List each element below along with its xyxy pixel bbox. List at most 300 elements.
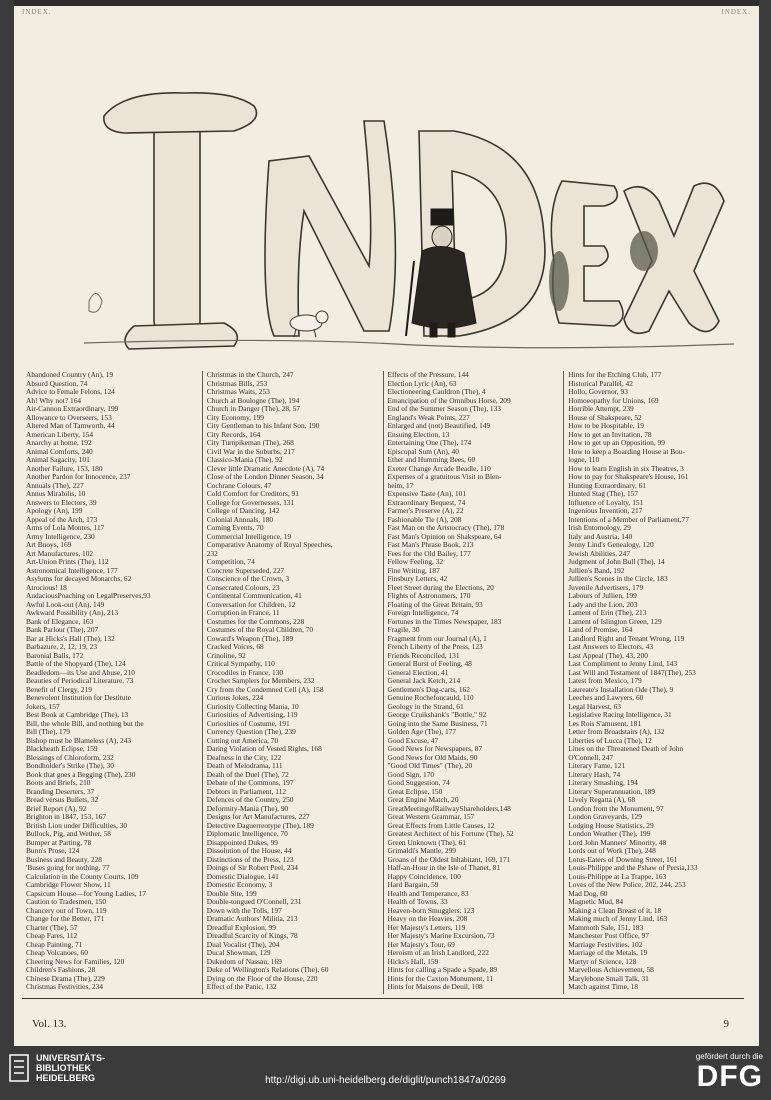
index-entry: Ducal Showman, 129 — [206, 949, 271, 957]
index-entry: Cold Comfort for Creditors, 91 — [206, 490, 299, 498]
index-entry: Awful Look-out (An), 149 — [26, 600, 105, 609]
index-entry: Hicks's Hall, 159 — [387, 957, 439, 966]
index-entry: Consecrated Colours, 23 — [206, 583, 280, 592]
index-column-4 — [563, 371, 744, 994]
index-entry: Fast Man on the Aristocracy (The), 178 — [387, 524, 505, 532]
index-entry: Appeal of the Arch, 173 — [26, 515, 98, 524]
index-entry: Altered Man of Tamworth, 44 — [26, 422, 115, 430]
index-entry: Legal Harvest, 63 — [568, 702, 621, 711]
index-entry: Greatest Architect of his Fortune (The), 52 — [387, 830, 514, 838]
index-entry: House of Shakspeare, 52 — [568, 413, 642, 422]
volume-label: Vol. 13. — [32, 1018, 67, 1030]
index-entry: Dramatic Authors' Militia, 213 — [206, 915, 298, 923]
index-entry: Art Manufactures, 102 — [26, 549, 94, 558]
index-entry: Cracked Voices, 68 — [206, 643, 264, 651]
index-entry: Intentions of a Member of Parliament,77 — [568, 515, 689, 524]
index-entry: Jullien's Band, 192 — [568, 566, 625, 575]
index-entry: Boots and Briefs, 210 — [26, 779, 91, 787]
index-entry: Great Effects from Little Causes, 12 — [387, 821, 495, 830]
index-entry: Doings of Sir Robert Peel, 234 — [206, 864, 298, 872]
index-entry: Church in Danger (The), 28, 57 — [206, 405, 301, 413]
index-entry: Capsicum House—for Young Ladies, 17 — [26, 889, 146, 898]
index-entry: Civil War in the Suburbs, 217 — [206, 447, 295, 456]
index-entry: Lodging House Statistics, 29 — [568, 821, 654, 830]
index-entry: Finsbury Letters, 42 — [387, 575, 448, 583]
index-columns — [22, 371, 744, 994]
index-entry: How to keep a Boarding House at Bou- — [568, 447, 686, 456]
index-entry: Ingenious Invention, 217 — [568, 507, 643, 515]
index-entry: Answers to Electors, 39 — [26, 498, 97, 507]
index-entry: Absurd Question, 74 — [26, 379, 88, 388]
index-entry: Conversation for Children, 12 — [206, 600, 296, 609]
index-entry: Literary Smashing, 194 — [568, 779, 638, 787]
index-entry: Influence of Loyalty, 151 — [568, 498, 644, 507]
index-entry: Fast Man's Phrase Book, 213 — [387, 541, 474, 549]
index-entry: Crinoline, 92 — [206, 651, 246, 660]
letter-e-foliage — [549, 251, 569, 311]
index-entry: Dukedom of Nassau, 169 — [206, 957, 282, 966]
index-entry: Literary Fame, 121 — [568, 762, 626, 770]
index-entry: GreatMeetingofRailwayShareholders,148 — [387, 804, 511, 813]
index-entry: Beadledom—its Use and Abuse, 210 — [26, 668, 135, 677]
index-entry: Blackheath Eclipse, 159 — [26, 745, 98, 753]
index-entry: Bar at Hicks's Hall (The), 132 — [26, 634, 115, 643]
index-entry: Dreadful Explosion, 99 — [206, 923, 276, 932]
index-entry: Death of Melodrama, 111 — [206, 762, 283, 770]
index-entry: logne, 110 — [568, 456, 600, 464]
index-entry: Fast Man's Opinion on Shakspeare, 64 — [387, 532, 502, 541]
index-entry: Expenses of a gratuitous Visit to Blen- — [387, 473, 502, 481]
index-entry: Genuine Rochefoucauld, 110 — [387, 694, 474, 702]
index-entry: Bank of Elegance, 163 — [26, 617, 94, 626]
index-entry: Horrible Attempt, 239 — [568, 405, 634, 413]
index-entry: Fashionable Tie (A), 208 — [387, 515, 462, 524]
index-entry: Apology (An), 199 — [26, 507, 83, 515]
source-url[interactable]: http://digi.ub.uni-heidelberg.de/diglit/punch1847a/0269 — [265, 1075, 506, 1086]
index-entry: Half-an-Hour in the Isle of Thanet, 81 — [387, 864, 501, 872]
running-header — [22, 8, 751, 16]
index-entry: Down with the Tolls, 197 — [206, 906, 282, 915]
index-entry: Detective Daguerreotype (The), 189 — [206, 821, 314, 830]
index-entry: Loves of the New Police, 202, 244, 253 — [568, 881, 686, 889]
index-entry: Arms of Lola Montes, 117 — [26, 524, 105, 532]
index-entry: Lament of Erin (The), 213 — [568, 609, 647, 617]
dfg-wordmark: DFG — [696, 1060, 763, 1093]
index-entry: Last Appeal (The), 43, 200 — [568, 651, 648, 660]
index-entry: Distinctions of the Press, 123 — [206, 855, 294, 864]
index-column-1 — [22, 371, 202, 994]
index-entry: Flights of Astronomers, 170 — [387, 592, 471, 600]
index-entry: Magnetic Mud, 84 — [568, 898, 624, 906]
index-entry: Labours of Jullien, 199 — [568, 592, 637, 600]
index-entry: Fleet Street during the Elections, 20 — [387, 583, 494, 592]
index-entry: Dissolution of the House, 44 — [206, 847, 292, 855]
index-entry: Bishop must be Blameless (A), 243 — [26, 736, 132, 745]
index-entry: Christmas Waits, 253 — [206, 388, 270, 396]
index-entry: Cheap Fares, 112 — [26, 932, 78, 940]
index-entry: College of Dancing, 142 — [206, 507, 280, 515]
index-entry: Deafness in the City, 122 — [206, 753, 282, 762]
index-entry: Emancipation of the Omnibus Horse, 209 — [387, 396, 511, 405]
index-entry: Coming Events, 70 — [206, 524, 264, 532]
index-entry: Continental Communication, 41 — [206, 592, 302, 600]
index-entry: American Liberty, 154 — [26, 430, 94, 439]
index-entry: Benevolent Institution for Destitute — [26, 694, 131, 702]
index-entry: Lady and the Lion, 203 — [568, 600, 638, 609]
index-entry: Groans of the Oldest Inhabitant, 169, 171 — [387, 855, 511, 864]
index-entry: Asylums for decayed Monarchs, 62 — [26, 575, 132, 583]
index-entry: Curiosities of Costume, 191 — [206, 719, 290, 728]
index-entry: Irish Entomology, 29 — [568, 524, 631, 532]
index-entry: Floating of the Great Britain, 93 — [387, 600, 483, 609]
index-entry: Effect of the Panic, 132 — [206, 983, 277, 991]
index-entry: Conscience of the Crown, 3 — [206, 575, 290, 583]
index-entry: Fortunes in the Times Newspaper, 183 — [387, 617, 502, 626]
index-entry: Fragment from our Journal (A), 1 — [387, 634, 487, 643]
index-entry: Duke of Wellington's Relations (The), 60 — [206, 966, 329, 974]
index-entry: Domestic Economy, 3 — [206, 881, 273, 889]
bottom-rule — [22, 998, 744, 999]
index-entry: Fragile, 30 — [387, 626, 420, 634]
index-entry: Christmas Festivities, 234 — [26, 983, 103, 991]
index-entry: Animal Comforts, 240 — [26, 447, 93, 456]
index-entry: Lament of Islington Green, 129 — [568, 617, 662, 626]
index-entry: Battle of the Shopyard (The), 124 — [26, 660, 126, 668]
index-entry: Double-tongued O'Connell, 231 — [206, 898, 302, 906]
index-entry: French Liberty of the Press, 123 — [387, 643, 483, 651]
index-entry: Cheap Volcanoes, 60 — [26, 949, 88, 957]
index-entry: Her Majesty's Letters, 119 — [387, 923, 466, 932]
index-entry: Close of the London Dinner Season, 34 — [206, 473, 324, 481]
index-entry: Best Book at Cambridge (The), 13 — [26, 711, 129, 719]
index-entry: Atrocious! 18 — [26, 583, 67, 592]
index-entry: Making a Clean Breast of it, 18 — [568, 906, 662, 915]
illustration-title-letters: INDEX — [409, 211, 413, 212]
index-entry: How to be Hospitable, 19 — [568, 422, 644, 430]
index-entry: Good Sign, 170 — [387, 770, 435, 779]
index-entry: Good News for Newspapers, 87 — [387, 745, 483, 753]
index-entry: George Cruikshank's "Bottle," 92 — [387, 711, 487, 719]
index-entry: Jullien's Scenes in the Circle, 183 — [568, 575, 668, 583]
index-entry: Dying on the Floor of the House, 220 — [206, 974, 318, 983]
index-entry: Marriage Festivities, 102 — [568, 940, 643, 949]
index-entry: England's Weak Points, 227 — [387, 413, 470, 422]
index-entry: Advice to Female Felons, 124 — [26, 388, 115, 396]
index-entry: Art Buoys, 169 — [26, 541, 72, 549]
index-entry: Last Compliment to Jenny Lind, 143 — [568, 660, 678, 668]
index-entry: Jewish Abilities, 247 — [568, 549, 631, 558]
index-entry: Literary Superannuation, 189 — [568, 787, 656, 796]
index-entry: 232 — [206, 549, 218, 558]
index-entry: Classico-Mania (The), 92 — [206, 456, 283, 464]
index-entry: Juvenile Advertisers, 179 — [568, 583, 644, 592]
index-entry: Farmer's Preserve (A), 22 — [387, 507, 464, 515]
index-entry: Crocodiles in France, 130 — [206, 668, 284, 677]
index-entry: Book that goes a Begging (The), 230 — [26, 770, 136, 779]
index-entry: Hints for Maisons de Deuil, 108 — [387, 983, 483, 991]
index-entry: Another Pardon for Innocence, 237 — [26, 473, 131, 481]
index-entry: General Jack Ketch, 214 — [387, 677, 461, 685]
index-entry: Hints for calling a Spade a Spade, 89 — [387, 966, 498, 974]
index-entry: Marriage of the Metals, 19 — [568, 949, 648, 957]
index-entry: Marvellous Achievement, 58 — [568, 966, 654, 974]
index-entry: Competition, 74 — [206, 558, 255, 566]
index-entry: Coward's Weapon (The), 189 — [206, 634, 294, 643]
index-entry: Brief Report (A), 92 — [26, 804, 87, 813]
index-entry: Corruption in France, 11 — [206, 609, 280, 617]
index-entry: Grimaldi's Mantle, 299 — [387, 847, 456, 855]
index-entry: College for Governesses, 131 — [206, 498, 295, 507]
index-entry: Lotus-Eaters of Downing Street, 161 — [568, 855, 678, 864]
index-entry: Disappointed Dukes, 99 — [206, 838, 278, 847]
page-footer — [32, 1018, 729, 1030]
index-entry: Historical Parallel, 42 — [568, 379, 633, 388]
index-entry: Enlarged and (not) Beautified, 149 — [387, 422, 491, 430]
index-entry: Louis-Philippe and the Pshaw of Persia,133 — [568, 864, 698, 872]
index-entry: Cambridge Flower Show, 11 — [26, 881, 111, 889]
index-entry: Gentlemen's Dog-carts, 162 — [387, 685, 470, 694]
index-entry: Cheap Painting, 71 — [26, 940, 83, 949]
index-entry: Barbazure, 2, 12, 19, 23 — [26, 643, 98, 651]
index-entry: Cochrane Colours, 47 — [206, 481, 272, 490]
header-right: INDEX. — [721, 8, 751, 16]
index-entry: How to get up an Opposition, 99 — [568, 439, 665, 447]
index-entry: Art-Union Prints (The), 112 — [26, 558, 109, 566]
index-entry: Heroism of an Irish Landlord, 222 — [387, 949, 489, 957]
letter-i-pillar — [154, 121, 200, 331]
index-entry: London Weather (The), 199 — [568, 830, 651, 838]
header-left: INDEX. — [22, 8, 52, 16]
index-entry: Lord John Manners' Minority, 48 — [568, 838, 667, 847]
index-entry: Ether and Humming Bees, 60 — [387, 456, 476, 464]
index-entry: City Records, 164 — [206, 430, 261, 439]
index-entry: Allowance to Overseers, 153 — [26, 413, 112, 422]
index-entry: Mammoth Sale, 151, 183 — [568, 923, 644, 932]
index-entry: Abandoned Country (An), 19 — [26, 371, 114, 379]
index-entry: Land of Promise, 164 — [568, 626, 633, 634]
index-entry: Christmas in the Church, 247 — [206, 371, 294, 379]
index-entry: Les Rois S'amusent, 181 — [568, 719, 642, 728]
index-entry: 'Buses going for nothing, 77 — [26, 864, 110, 872]
index-entry: Hints for the Caxton Monument, 11 — [387, 974, 494, 983]
index-entry: How to get an Invitation, 78 — [568, 430, 652, 439]
index-entry: Annus Mirabilis, 10 — [26, 490, 86, 498]
index-entry: City Gentleman to his Infant Son, 190 — [206, 422, 320, 430]
index-entry: Laureate's Installation Ode (The), 9 — [568, 685, 674, 694]
library-name-line3: HEIDELBERG — [36, 1073, 96, 1083]
index-entry: Chancery out of Town, 119 — [26, 906, 107, 915]
index-entry: Latest from Mexico, 179 — [568, 677, 642, 685]
index-entry: Fine Writing, 187 — [387, 566, 440, 575]
index-entry: Defences of the Country, 250 — [206, 796, 294, 804]
index-entry: Italy and Austria, 140 — [568, 532, 633, 541]
index-entry: O'Connell, 247 — [568, 753, 614, 762]
index-entry: Liberties of Lucca (The), 12 — [568, 736, 652, 745]
index-entry: Her Majesty's Marine Excursion, 73 — [387, 932, 495, 940]
index-entry: Hunting Extraordinary, 61 — [568, 481, 646, 490]
index-entry: City Turnpikeman (The), 268 — [206, 439, 294, 447]
index-entry: Currency Question (The), 239 — [206, 728, 296, 736]
index-entry: Dreadful Scarcity of Kings, 78 — [206, 932, 298, 940]
index-entry: Heavy on the Heavies, 208 — [387, 915, 468, 923]
index-column-3 — [383, 371, 564, 994]
index-entry: Lively Regatta (A), 68 — [568, 796, 636, 804]
index-entry: Leeches and Lawyers, 60 — [568, 694, 644, 702]
index-entry: Great Eclipse, 150 — [387, 787, 443, 796]
index-entry: Business and Beauty, 228 — [26, 855, 102, 864]
index-entry: Curious Jokes, 224 — [206, 694, 264, 702]
index-entry: Death of the Duel (The), 72 — [206, 770, 289, 779]
index-entry: Heaven-born Smugglers, 123 — [387, 906, 475, 915]
index-entry: Good Suggestion, 74 — [387, 779, 450, 787]
index-entry: Cry from the Condemned Cell (A), 158 — [206, 685, 324, 694]
index-entry: British Lion under Difficulties, 30 — [26, 821, 128, 830]
index-entry: Extraordinary Bequest, 74 — [387, 498, 466, 507]
index-entry: Hollo, Governor, 93 — [568, 388, 628, 396]
index-entry: Effects of the Pressure, 144 — [387, 371, 469, 379]
index-entry: Good Excuse, 47 — [387, 736, 439, 745]
index-entry: Golden Age (The), 177 — [387, 728, 457, 736]
index-entry: Daring Violation of Vested Rights, 168 — [206, 745, 322, 753]
index-entry: Match against Time, 18 — [568, 983, 639, 991]
index-entry: Crochet Samplers for Members, 232 — [206, 677, 315, 685]
index-entry: General Election, 41 — [387, 668, 449, 677]
letter-i-base — [125, 323, 237, 349]
index-entry: How to learn English in six Theatres, 3 — [568, 464, 684, 473]
funded-by-label: gefördert durch die — [695, 1052, 763, 1061]
index-entry: Blessings of Chloroform, 232 — [26, 753, 114, 762]
index-entry: Ensuing Election, 13 — [387, 430, 450, 439]
index-entry: Foreign Intelligence, 74 — [387, 609, 459, 617]
index-entry: Colonial Annuals, 180 — [206, 515, 274, 524]
index-entry: Bunn's Prose, 124 — [26, 847, 80, 855]
index-entry: General Burst of Feeling, 48 — [387, 660, 472, 668]
index-entry: Curiosity Collecting Mania, 10 — [206, 702, 299, 711]
index-entry: Annuals (The), 227 — [26, 481, 84, 490]
index-entry: Debate of the Commons, 197 — [206, 779, 294, 787]
index-entry: Brighton in 1847, 153, 167 — [26, 813, 107, 821]
index-entry: Fees for the Old Bailey, 177 — [387, 549, 471, 558]
index-entry: Lines on the Threatened Death of John — [568, 745, 684, 753]
index-entry: Entertaining One (The), 174 — [387, 439, 472, 447]
letter-i-cap — [104, 93, 257, 133]
index-entry: Legislative Racing Intelligence, 31 — [568, 711, 672, 719]
index-entry: Cheering News for Families, 120 — [26, 957, 125, 966]
index-entry: Bill (The), 179 — [26, 728, 71, 736]
index-entry: Astronomical Intelligence, 177 — [26, 566, 118, 575]
index-entry: Homoeopathy for Unions, 169 — [568, 396, 659, 405]
index-entry: Geology in the Strand, 61 — [387, 702, 464, 711]
index-entry: Christmas Bills, 253 — [206, 379, 268, 388]
index-entry: Going into the Same Business, 71 — [387, 719, 488, 728]
index-entry: End of the Summer Season (The), 133 — [387, 405, 502, 413]
index-entry: Caution to Tradesmen, 150 — [26, 898, 107, 906]
index-entry: Her Majesty's Tour, 69 — [387, 940, 455, 949]
index-entry: Commercial Intelligence, 19 — [206, 532, 292, 541]
index-entry: Costumes for the Commons, 228 — [206, 617, 305, 626]
index-entry: Martyr of Science, 128 — [568, 957, 637, 966]
index-entry: Louis-Philippe at La Trappe, 163 — [568, 872, 667, 881]
index-entry: London Graveyards, 129 — [568, 813, 642, 821]
index-entry: Bank Parlour (The), 207 — [26, 626, 99, 634]
index-entry: Marylebone Small Talk, 31 — [568, 974, 649, 983]
index-entry: Health and Temperance, 83 — [387, 889, 469, 898]
index-entry: Deformity-Mania (The), 90 — [206, 804, 289, 813]
index-entry: Dual Vocalist (The), 204 — [206, 940, 280, 949]
index-entry: Benefit of Clergy, 219 — [26, 685, 92, 694]
index-entry: heim, 17 — [387, 481, 414, 490]
index-entry: Children's Fashions, 28 — [26, 966, 96, 974]
index-entry: Cutting out America, 70 — [206, 736, 279, 745]
index-entry: Air-Cannon Extraordinary, 199 — [26, 405, 119, 413]
index-entry: Change for the Better, 171 — [26, 915, 105, 923]
letter-n — [265, 121, 395, 336]
index-entry: Bondholder's Strike (The), 30 — [26, 762, 114, 770]
library-name-line1: UNIVERSITÄTS- — [36, 1053, 106, 1063]
index-entry: Last Answers to Electors, 43 — [568, 643, 654, 651]
index-entry: Friends Reconciled, 131 — [387, 651, 460, 660]
index-entry: Diplomatic Intelligence, 70 — [206, 830, 288, 838]
index-entry: London from the Monument, 97 — [568, 804, 664, 813]
index-entry: Clever little Dramatic Anecdote (A), 74 — [206, 464, 325, 473]
index-entry: Another Failure, 153, 180 — [26, 464, 103, 473]
index-entry: Critical Sympathy, 110 — [206, 660, 275, 668]
index-entry: Great Western Grammar, 157 — [387, 813, 475, 821]
index-entry: Hard Bargain, 59 — [387, 881, 439, 889]
index-entry: Anarchy at home, 192 — [26, 439, 92, 447]
index-entry: Exeter Change Arcade Beadle, 110 — [387, 464, 491, 473]
index-entry: Calculation in the County Courts, 109 — [26, 872, 139, 881]
index-entry: Ah! Why not? 164 — [26, 396, 82, 405]
index-entry: Literary Hash, 74 — [568, 770, 621, 779]
index-entry: Landlord Right and Tenant Wrong, 119 — [568, 634, 685, 643]
index-entry: Manchester Post Office, 97 — [568, 932, 649, 940]
index-entry: Hints for the Etching Club, 177 — [568, 371, 662, 379]
index-entry: Making much of Jenny Lind, 163 — [568, 915, 668, 923]
index-entry: Mad Dog, 60 — [568, 889, 608, 898]
index-entry: Bullock, Pig, and Wether, 58 — [26, 830, 111, 838]
page-number: 9 — [723, 1018, 729, 1030]
provenance-strip — [0, 1048, 771, 1100]
index-entry: Chinese Drama (The), 229 — [26, 974, 105, 983]
index-entry: Concrete Superseded, 227 — [206, 566, 285, 575]
index-entry: Double Site, 199 — [206, 889, 257, 898]
letter-x-foliage — [630, 231, 658, 271]
index-entry: Designs for Art Manufactures, 227 — [206, 813, 310, 821]
index-entry: Episcopal Sum (An), 40 — [387, 447, 459, 456]
index-entry: Church at Boulogne (The), 194 — [206, 396, 300, 405]
index-entry: Health of Towns, 33 — [387, 898, 448, 906]
index-entry: Letter from Broadstairs (A), 132 — [568, 728, 665, 736]
index-entry: Good News for Old Maids, 90 — [387, 753, 478, 762]
index-entry: Animal Sagacity, 101 — [26, 456, 90, 464]
index-entry: Comparative Anatomy of Royal Speeches, — [206, 541, 333, 549]
funder-logo[interactable] — [696, 1052, 763, 1093]
index-entry: Judgment of John Bull (The), 14 — [568, 558, 665, 566]
index-entry: Bill, the whole Bill, and nothing but the — [26, 719, 144, 728]
index-entry: Jenny Lind's Genealogy, 120 — [568, 541, 654, 549]
index-entry: City Economy, 199 — [206, 413, 264, 422]
index-entry: "Good Old Times" (The), 20 — [387, 762, 473, 770]
index-entry: Awkward Possibility (An), 213 — [26, 609, 119, 617]
index-entry: Jokers, 157 — [26, 702, 60, 711]
index-entry: Army Intelligence, 230 — [26, 532, 95, 541]
index-entry: Baronial Balls, 172 — [26, 651, 84, 660]
index-entry: Branding Deserters, 37 — [26, 787, 95, 796]
small-sketch-figure — [89, 294, 102, 313]
index-entry: Happy Coincidence, 100 — [387, 872, 461, 881]
index-entry: Domestic Dialogue, 141 — [206, 872, 279, 881]
